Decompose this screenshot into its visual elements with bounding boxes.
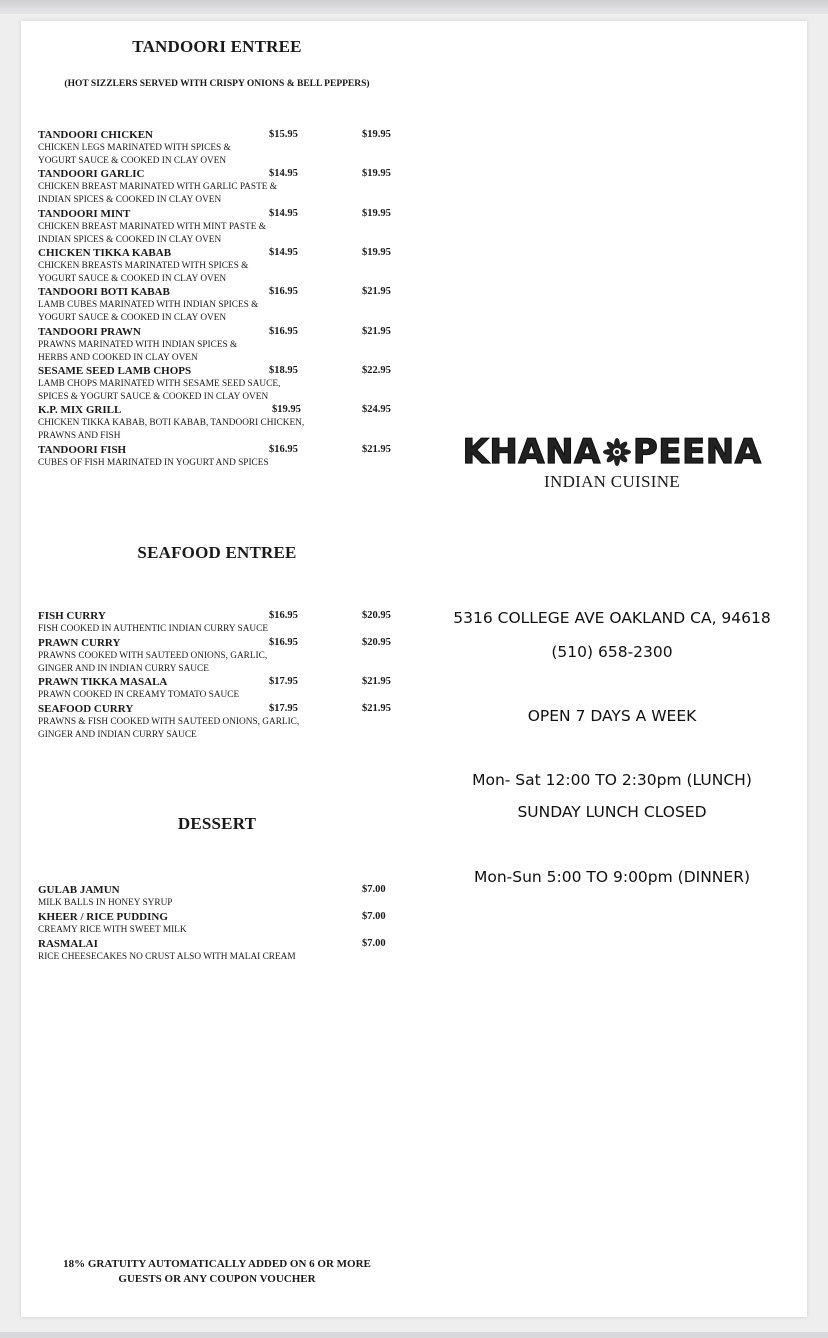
menu-page: [21, 21, 807, 1317]
item-price-full: $19.95: [362, 247, 391, 258]
brand-name-right: PEENA: [632, 432, 762, 472]
flower-emblem-icon: [602, 437, 632, 467]
item-price: $7.00: [362, 911, 386, 922]
menu-item: [38, 129, 408, 169]
item-name: TANDOORI BOTI KABAB: [38, 286, 170, 298]
menu-item: [38, 404, 408, 444]
item-name: TANDOORI GARLIC: [38, 168, 145, 180]
item-price-half: $14.95: [269, 208, 298, 219]
item-price-half: $19.95: [272, 404, 301, 415]
item-description: PRAWNS COOKED WITH SAUTEED ONIONS, GARLIC, GINGER AND IN INDIAN CURRY SAUCE: [38, 651, 268, 674]
item-price-half: $16.95: [269, 326, 298, 337]
item-price-half: $18.95: [269, 365, 298, 376]
menu-item: [38, 637, 408, 677]
item-price-full: $22.95: [362, 365, 391, 376]
item-description: PRAWNS MARINATED WITH INDIAN SPICES & HERBS AND COOKED IN CLAY OVEN: [38, 340, 238, 363]
item-name: RASMALAI: [38, 938, 98, 950]
item-price-full: $21.95: [362, 326, 391, 337]
item-description: FISH COOKED IN AUTHENTIC INDIAN CURRY SAUCE: [38, 624, 269, 634]
brand-name-left: KHANA: [462, 432, 601, 472]
menu-item: [38, 365, 408, 405]
tandoori-heading: TANDOORI ENTREE: [132, 37, 302, 56]
item-price-full: $21.95: [362, 286, 391, 297]
menu-item: [38, 168, 408, 208]
item-name: TANDOORI CHICKEN: [38, 129, 154, 141]
item-description: CREAMY RICE WITH SWEET MILK: [38, 925, 187, 935]
item-name: SEAFOOD CURRY: [38, 703, 134, 715]
menu-item: [38, 444, 408, 484]
item-name: TANDOORI PRAWN: [38, 326, 141, 338]
brand-logo: [445, 428, 779, 476]
item-price-half: $14.95: [269, 247, 298, 258]
item-price-full: $21.95: [362, 703, 391, 714]
tandoori-note: (HOT SIZZLERS SERVED WITH CRISPY ONIONS & BELL PEPPERS): [64, 79, 370, 89]
menu-item: [38, 286, 408, 326]
item-price-half: $14.95: [269, 168, 298, 179]
item-description: LAMB CUBES MARINATED WITH INDIAN SPICES & YOGURT SAUCE & COOKED IN CLAY OVEN: [38, 300, 259, 323]
item-name: TANDOORI MINT: [38, 208, 131, 220]
item-price-half: $16.95: [269, 610, 298, 621]
menu-item: [38, 938, 408, 978]
item-description: LAMB CHOPS MARINATED WITH SESAME SEED SAUCE, SPICES & YOGURT SAUCE & COOKED IN CLAY OVEN: [38, 379, 281, 402]
sunday-note: SUNDAY LUNCH CLOSED: [517, 803, 707, 821]
item-name: FISH CURRY: [38, 610, 106, 622]
item-description: CHICKEN BREAST MARINATED WITH MINT PASTE & INDIAN SPICES & COOKED IN CLAY OVEN: [38, 222, 266, 245]
menu-item: [38, 247, 408, 287]
item-description: CHICKEN BREAST MARINATED WITH GARLIC PASTE & INDIAN SPICES & COOKED IN CLAY OVEN: [38, 182, 277, 205]
brand-subtitle: INDIAN CUISINE: [544, 472, 680, 491]
item-description: RICE CHEESECAKES NO CRUST ALSO WITH MALAI CREAM: [38, 952, 296, 962]
item-description: CHICKEN LEGS MARINATED WITH SPICES & YOGURT SAUCE & COOKED IN CLAY OVEN: [38, 143, 231, 166]
item-name: CHICKEN TIKKA KABAB: [38, 247, 172, 259]
item-price-half: $16.95: [269, 286, 298, 297]
dinner-hours: Mon-Sun 5:00 TO 9:00pm (DINNER): [473, 868, 751, 886]
item-price-full: $20.95: [362, 610, 391, 621]
item-price-half: $16.95: [269, 637, 298, 648]
item-price-full: $19.95: [362, 208, 391, 219]
item-description: MILK BALLS IN HONEY SYRUP: [38, 898, 173, 908]
item-description: PRAWN COOKED IN CREAMY TOMATO SAUCE: [38, 690, 240, 700]
item-description: CHICKEN TIKKA KABAB, BOTI KABAB, TANDOORI CHICKEN, PRAWNS AND FISH: [38, 418, 305, 441]
menu-item: [38, 208, 408, 248]
item-name: K.P. MIX GRILL: [38, 404, 122, 416]
item-description: CUBES OF FISH MARINATED IN YOGURT AND SPICES: [38, 458, 269, 468]
gratuity-note: [39, 1257, 395, 1287]
item-price-half: $16.95: [269, 444, 298, 455]
item-description: PRAWNS & FISH COOKED WITH SAUTEED ONIONS, GARLIC, GINGER AND INDIAN CURRY SAUCE: [38, 717, 300, 740]
top-status-bar: [0, 0, 828, 14]
item-name: PRAWN TIKKA MASALA: [38, 676, 168, 688]
open-days: OPEN 7 DAYS A WEEK: [527, 707, 697, 725]
gratuity-line-1: 18% GRATUITY AUTOMATICALLY ADDED ON 6 OR MORE: [63, 1258, 371, 1270]
item-price-full: $21.95: [362, 444, 391, 455]
phone-number: (510) 658-2300: [551, 643, 673, 661]
item-price: $7.00: [362, 938, 386, 949]
menu-item: [38, 326, 408, 366]
item-name: SESAME SEED LAMB CHOPS: [38, 365, 192, 377]
seafood-heading: SEAFOOD ENTREE: [137, 543, 297, 562]
item-price-full: $24.95: [362, 404, 391, 415]
item-price-half: $17.95: [269, 676, 298, 687]
gratuity-line-2: GUESTS OR ANY COUPON VOUCHER: [118, 1273, 316, 1285]
address: 5316 COLLEGE AVE OAKLAND CA, 94618: [453, 609, 771, 627]
item-name: TANDOORI FISH: [38, 444, 127, 456]
item-description: CHICKEN BREASTS MARINATED WITH SPICES & YOGURT SAUCE & COOKED IN CLAY OVEN: [38, 261, 249, 284]
item-price-full: $20.95: [362, 637, 391, 648]
item-price-full: $19.95: [362, 168, 391, 179]
item-price-full: $21.95: [362, 676, 391, 687]
item-name: PRAWN CURRY: [38, 637, 121, 649]
bottom-edge: [0, 1332, 828, 1338]
lunch-hours: Mon- Sat 12:00 TO 2:30pm (LUNCH): [472, 771, 752, 789]
item-price: $7.00: [362, 884, 386, 895]
menu-item: [38, 703, 408, 743]
item-price-full: $19.95: [362, 129, 391, 140]
item-name: KHEER / RICE PUDDING: [38, 911, 168, 923]
item-price-half: $17.95: [269, 703, 298, 714]
item-price-half: $15.95: [269, 129, 298, 140]
dessert-heading: DESSERT: [177, 814, 257, 833]
item-name: GULAB JAMUN: [38, 884, 120, 896]
